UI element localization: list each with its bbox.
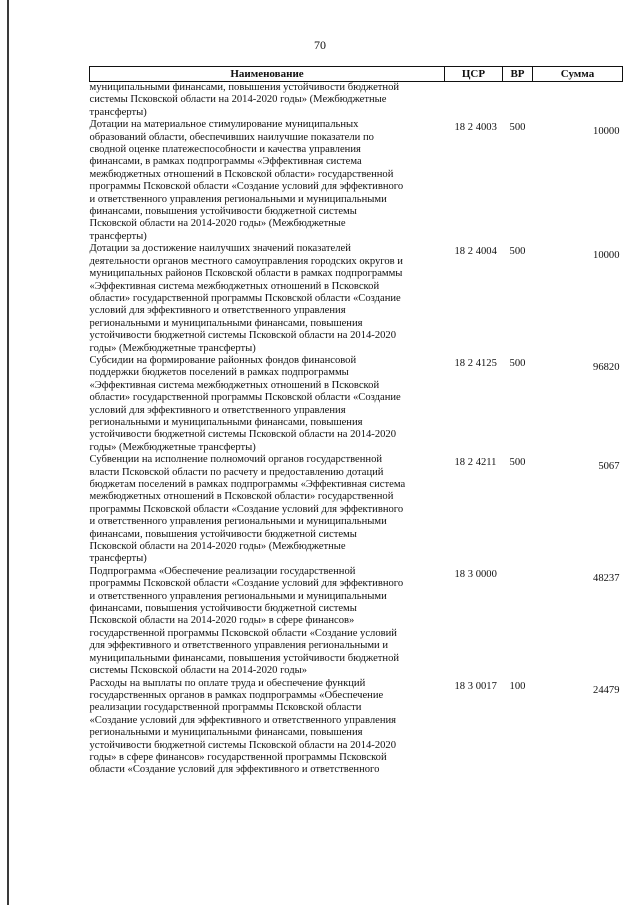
row-name-line: и ответственного управления региональными и муниципальными bbox=[89, 516, 387, 528]
row-vr-cell: 500 bbox=[509, 457, 526, 469]
row-name-line: «Эффективная система межбюджетных отношений в Псковской bbox=[89, 379, 380, 391]
row-name-line: трансферты) bbox=[89, 553, 147, 565]
row-name-line: Субсидии на формирование районных фондов финансовой bbox=[89, 354, 357, 366]
scan-left-edge bbox=[7, 0, 9, 905]
row-name-line: программы Псковской области «Создание условий для эффективного bbox=[89, 578, 404, 590]
row-csr-cell: 18 2 4003 bbox=[454, 122, 497, 134]
row-csr-cell: 18 3 0017 bbox=[454, 680, 497, 692]
row-name-cell bbox=[90, 355, 445, 454]
row-name-line: муниципальными финансами, повышения устойчивости бюджетной bbox=[89, 652, 400, 664]
row-csr-cell: 18 3 0000 bbox=[454, 568, 497, 580]
row-name-line: «Эффективная система межбюджетных отношений в Псковской bbox=[89, 280, 380, 292]
row-name-line: межбюджетных отношений в Псковской области» государственной bbox=[89, 491, 394, 503]
row-name-line: региональными и муниципальными финансами, повышения bbox=[89, 727, 363, 739]
row-name-line: поддержки бюджетов поселений в рамках подпрограммы bbox=[89, 367, 349, 379]
table-row bbox=[90, 243, 623, 355]
row-csr-cell: 18 2 4211 bbox=[454, 457, 497, 469]
row-name-line: программы Псковской области «Создание условий для эффективного bbox=[89, 181, 404, 193]
row-name-line: региональными и муниципальными финансами, повышения bbox=[89, 317, 363, 329]
row-name-line: Дотации на материальное стимулирование муниципальных bbox=[89, 119, 359, 131]
row-name-line: государственной программы Псковской области «Создание условий bbox=[89, 627, 397, 639]
row-name-line: государственных органов в рамках подпрограммы «Обеспечение bbox=[89, 689, 384, 701]
row-name-line: сводной оценке платежеспособности и качества управления bbox=[89, 144, 361, 156]
row-sum-cell: 96820 bbox=[593, 361, 620, 373]
budget-table bbox=[89, 66, 623, 777]
row-name-line: области» государственной программы Псковской области «Создание bbox=[89, 292, 401, 304]
row-name-line: Псковской области на 2014-2020 годы» (Межбюджетные bbox=[89, 218, 346, 230]
row-name-cell bbox=[90, 678, 445, 777]
row-name-line: условий для эффективного и ответственного управления bbox=[89, 305, 346, 317]
table-row bbox=[90, 678, 623, 777]
table-header-row bbox=[90, 67, 623, 82]
row-vr-cell: 500 bbox=[509, 122, 526, 134]
row-name-cell bbox=[90, 82, 445, 120]
row-sum-cell: 5067 bbox=[598, 461, 620, 473]
row-name-line: устойчивости бюджетной системы Псковской области на 2014-2020 bbox=[89, 429, 397, 441]
row-name-line: власти Псковской области по расчету и предоставлению дотаций bbox=[89, 466, 384, 478]
row-vr-cell: 100 bbox=[509, 680, 526, 692]
row-name-cell bbox=[90, 566, 445, 678]
row-vr-cell: 500 bbox=[509, 357, 526, 369]
row-name-line: Дотации за достижение наилучших значений показателей bbox=[89, 243, 351, 255]
header-sum: Сумма bbox=[533, 67, 623, 82]
table-row bbox=[90, 454, 623, 566]
header-name: Наименование bbox=[90, 67, 445, 82]
table-row bbox=[90, 566, 623, 678]
row-name-line: финансами, повышения устойчивости бюджетной системы bbox=[89, 528, 357, 540]
row-sum-cell: 10000 bbox=[593, 126, 620, 138]
row-sum-cell: 10000 bbox=[593, 250, 620, 262]
row-name-line: финансами, в рамках подпрограммы «Эффективная система bbox=[89, 156, 362, 168]
row-name-line: устойчивости бюджетной системы Псковской области на 2014-2020 bbox=[89, 330, 397, 342]
row-name-line: области» государственной программы Псковской области «Создание bbox=[89, 392, 401, 404]
row-name-line: трансферты) bbox=[89, 106, 147, 118]
row-name-line: финансами, повышения устойчивости бюджетной системы bbox=[89, 206, 357, 218]
header-csr: ЦСР bbox=[445, 67, 503, 82]
row-sum-cell: 24479 bbox=[593, 684, 620, 696]
table-body bbox=[90, 82, 623, 777]
row-name-line: для эффективного и ответственного управления региональными и bbox=[89, 640, 389, 652]
row-vr-cell bbox=[503, 82, 533, 120]
page-number: 70 bbox=[314, 38, 326, 52]
row-name-line: системы Псковской области на 2014-2020 годы» (Межбюджетные bbox=[89, 94, 387, 106]
row-name-line: системы Псковской области на 2014-2020 годы» bbox=[89, 665, 308, 677]
row-csr-cell: 18 2 4125 bbox=[454, 357, 497, 369]
row-name-line: муниципальными финансами, повышения устойчивости бюджетной bbox=[89, 82, 400, 93]
row-name-line: годы» в сфере финансов» государственной программы Псковской bbox=[89, 751, 387, 763]
row-sum-cell bbox=[533, 82, 623, 120]
row-name-line: реализации государственной программы Псковской области bbox=[89, 702, 362, 714]
table-row bbox=[90, 119, 623, 243]
row-name-cell bbox=[90, 243, 445, 355]
row-name-line: и ответственного управления региональными и муниципальными bbox=[89, 193, 387, 205]
row-name-line: муниципальных районов Псковской области в рамках подпрограммы bbox=[89, 268, 403, 280]
row-name-line: устойчивости бюджетной системы Псковской области на 2014-2020 bbox=[89, 739, 397, 751]
table-row bbox=[90, 82, 623, 120]
row-name-line: годы» (Межбюджетные трансферты) bbox=[89, 342, 256, 354]
row-name-line: региональными и муниципальными финансами, повышения bbox=[89, 416, 363, 428]
row-name-cell bbox=[90, 119, 445, 243]
row-name-line: Расходы на выплаты по оплате труда и обеспечение функций bbox=[89, 677, 366, 689]
row-name-line: бюджетам поселений в рамках подпрограммы «Эффективная система bbox=[89, 479, 406, 490]
row-name-line: Псковской области на 2014-2020 годы» в сфере финансов» bbox=[89, 615, 355, 627]
row-vr-cell bbox=[503, 566, 533, 678]
row-name-line: области «Создание условий для эффективного и ответственного bbox=[89, 764, 380, 776]
row-name-line: финансами, повышения устойчивости бюджетной системы bbox=[89, 603, 357, 615]
table-row bbox=[90, 355, 623, 454]
row-name-line: годы» (Межбюджетные трансферты) bbox=[89, 441, 256, 453]
header-vr: ВР bbox=[503, 67, 533, 82]
row-name-line: Субвенции на исполнение полномочий органов государственной bbox=[89, 454, 383, 466]
row-sum-cell: 48237 bbox=[593, 572, 620, 584]
row-name-line: программы Псковской области «Создание условий для эффективного bbox=[89, 503, 404, 515]
row-name-line: Псковской области на 2014-2020 годы» (Межбюджетные bbox=[89, 541, 346, 553]
row-vr-cell: 500 bbox=[509, 246, 526, 258]
row-csr-cell: 18 2 4004 bbox=[454, 246, 497, 258]
row-name-line: межбюджетных отношений в Псковской области» государственной bbox=[89, 168, 394, 180]
row-name-line: деятельности органов местного самоуправления городских округов и bbox=[89, 255, 403, 267]
row-name-line: условий для эффективного и ответственного управления bbox=[89, 404, 346, 416]
row-name-line: «Создание условий для эффективного и ответственного управления bbox=[89, 714, 397, 726]
row-name-line: Подпрограмма «Обеспечение реализации государственной bbox=[89, 565, 356, 577]
row-name-cell bbox=[90, 454, 445, 566]
row-name-line: и ответственного управления региональными и муниципальными bbox=[89, 590, 387, 602]
row-name-line: образований области, обеспечивших наилучшие показатели по bbox=[89, 131, 374, 143]
row-name-line: трансферты) bbox=[89, 230, 147, 242]
row-csr-cell bbox=[445, 82, 503, 120]
